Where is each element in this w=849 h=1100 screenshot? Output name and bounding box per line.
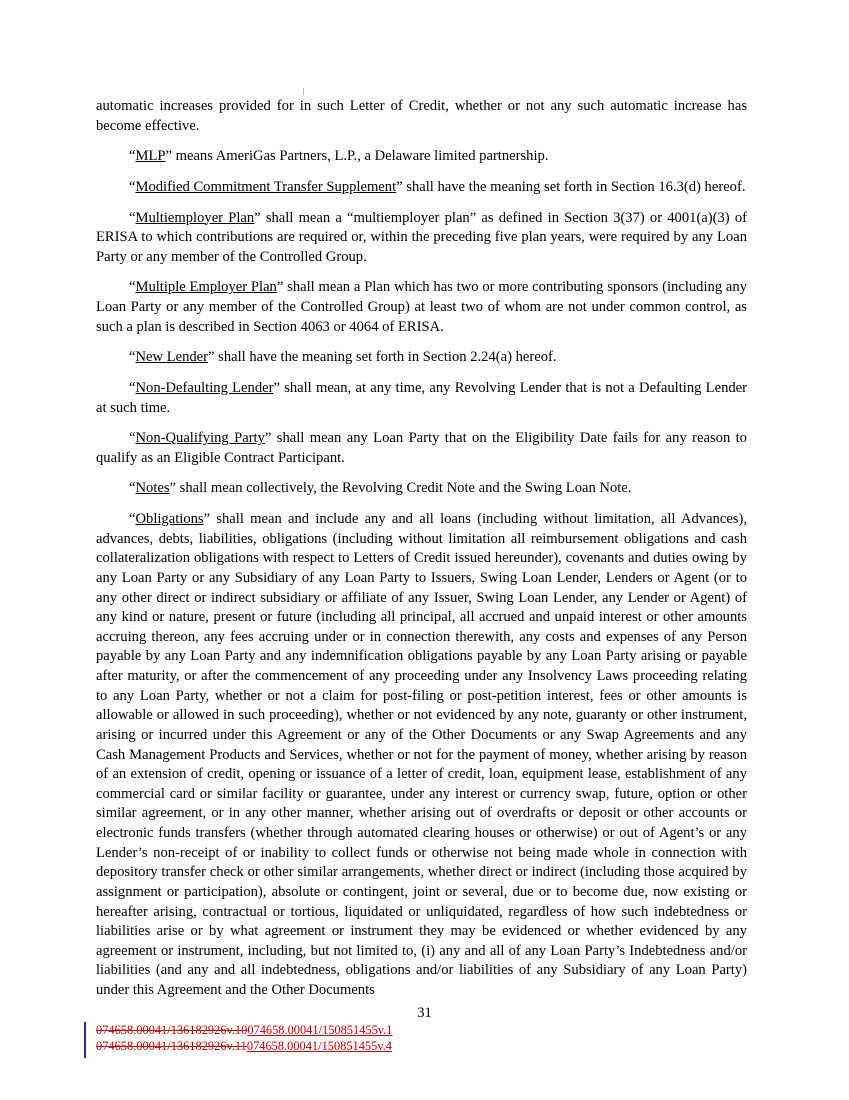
footer-deleted-ref-2: 074658.00041/136182926v.11 xyxy=(96,1039,247,1054)
paragraph-continuation xyxy=(96,97,747,136)
definition-text: ” shall mean and include any and all loans (including without limitation, all Advances), advances, debts, liabilities, obligations (including without limitation all reimbursement obligations and cash collateralization obligations with respect to Letters of Credit issued hereunder), covenants and duties owing by any Loan Party or any Subsidiary of any Loan Party to Issuers, Swing Loan Lender, Lenders or Agent (or to any other direct or indirect subsidiary or affiliate of any Issuer, Swing Loan Lender, any Lender or Agent) of any kind or nature, present or future (including all principal, all accrued and unpaid interest or other amounts accruing thereon, any fees accruing under or in connection therewith, any costs and expenses of any Person payable by any Loan Party and any indemnification obligations payable by any Loan Party arising or payable after maturity, or after the commencement of any proceeding under any Insolvency Laws proceeding relating to any Loan Party, whether or not a claim for post-filing or post-petition interest, fees or other amounts is allowable or allowed in such proceeding), whether or not evidenced by any note, guaranty or other instrument, arising or incurred under this Agreement or any of the Other Documents or any Swap Agreements and any Cash Management Products and Services, whether or not for the payment of money, whether arising by reason of an extension of credit, opening or issuance of a letter of credit, loan, equipment lease, establishment of any commercial card or similar facility or guarantee, under any interest or currency swap, future, option or other similar agreement, or in any other manner, whether arising out of overdrafts or deposit or other accounts or electronic funds transfers (whether through automated clearing houses or otherwise) or out of Agent’s or any Lender’s non-receipt of or inability to collect funds or otherwise not being made whole in connection with depository transfer check or other similar arrangements, whether direct or indirect (including those acquired by assignment or participation), absolute or contingent, joint or several, due or to become due, now existing or hereafter arising, contractual or tortious, liquidated or unliquidated, regardless of how such indebtedness or liabilities arise or by what agreement or instrument they may be evidenced or whether evidenced by any agreement or instrument, including, but not limited to, (i) any and all of any Loan Party’s Indebtedness and/or liabilities (and any and all indebtedness, obligations and/or liabilities of any Subsidiary of any Loan Party) under this Agreement and the Other Documents xyxy=(96,511,747,998)
defined-term: Obligations xyxy=(135,511,204,527)
paragraph-text: automatic increases provided for in such Letter of Credit, whether or not any such automatic increase has become effective. xyxy=(96,98,747,134)
revision-change-bar xyxy=(84,1022,86,1058)
definition-text: ” shall mean a “multiemployer plan” as defined in Section 3(37) or 4001(a)(3) of ERISA to which contributions are required or, within the preceding five plan years, were required by any Loan Party or any member of the Controlled Group. xyxy=(96,209,747,265)
quote-open: “ xyxy=(129,511,136,527)
defined-term: Multiemployer Plan xyxy=(135,209,255,226)
definition-modified-commitment-transfer-supplement xyxy=(96,178,747,198)
definition-text: ” shall have the meaning set forth in Section 16.3(d) hereof. xyxy=(396,178,746,195)
definition-non-qualifying-party xyxy=(96,429,747,468)
defined-term: Modified Commitment Transfer Supplement xyxy=(135,178,397,195)
page-number: 31 xyxy=(417,1005,432,1021)
document-footer xyxy=(96,1022,756,1055)
footer-deleted-ref-1: 074658.00041/136182926v.10 xyxy=(96,1023,248,1037)
page-tick-mark xyxy=(303,88,304,95)
definition-text: ” shall mean any Loan Party that on the Eligibility Date fails for any reason to qualify as an Eligible Contract Participant. xyxy=(96,430,747,466)
definition-multiple-employer-plan xyxy=(96,278,747,337)
defined-term: New Lender xyxy=(135,349,209,366)
quote-open: “ xyxy=(129,349,136,366)
definition-new-lender xyxy=(96,348,747,368)
definition-text: ” shall mean collectively, the Revolving Credit Note and the Swing Loan Note. xyxy=(169,480,632,497)
document-body xyxy=(96,97,747,1012)
defined-term: Non-Qualifying Party xyxy=(135,430,265,447)
footer-line-2 xyxy=(96,1038,756,1054)
definition-text: ” means AmeriGas Partners, L.P., a Delaware limited partnership. xyxy=(165,148,549,165)
definition-mlp xyxy=(96,147,747,167)
definition-text: ” shall mean a Plan which has two or more contributing sponsors (including any Loan Party or any member of the Controlled Group) at least two of whom are not under common control, as such a plan is described in Section 4063 or 4064 of ERISA. xyxy=(96,279,747,335)
quote-open: “ xyxy=(129,178,136,195)
defined-term: Notes xyxy=(135,480,170,497)
definition-text: ” shall have the meaning set forth in Section 2.24(a) hereof. xyxy=(208,349,557,366)
footer-line-1 xyxy=(96,1022,756,1038)
defined-term: MLP xyxy=(135,148,166,165)
definition-non-defaulting-lender xyxy=(96,379,747,418)
quote-open: “ xyxy=(129,148,136,165)
defined-term: Non-Defaulting Lender xyxy=(135,379,274,396)
quote-open: “ xyxy=(129,480,136,497)
definition-notes xyxy=(96,479,747,499)
definition-obligations xyxy=(96,510,747,1001)
definition-multiemployer-plan xyxy=(96,209,747,268)
quote-open: “ xyxy=(129,379,136,396)
footer-inserted-ref-1: 074658.00041/150851455v.1 xyxy=(247,1023,393,1037)
defined-term: Multiple Employer Plan xyxy=(135,279,277,296)
quote-open: “ xyxy=(129,430,136,447)
quote-open: “ xyxy=(129,279,136,296)
definition-text: ” shall mean, at any time, any Revolving Lender that is not a Defaulting Lender at such time. xyxy=(96,379,747,416)
quote-open: “ xyxy=(129,209,136,226)
footer-inserted-ref-2: 074658.00041/150851455v.4 xyxy=(246,1039,393,1054)
